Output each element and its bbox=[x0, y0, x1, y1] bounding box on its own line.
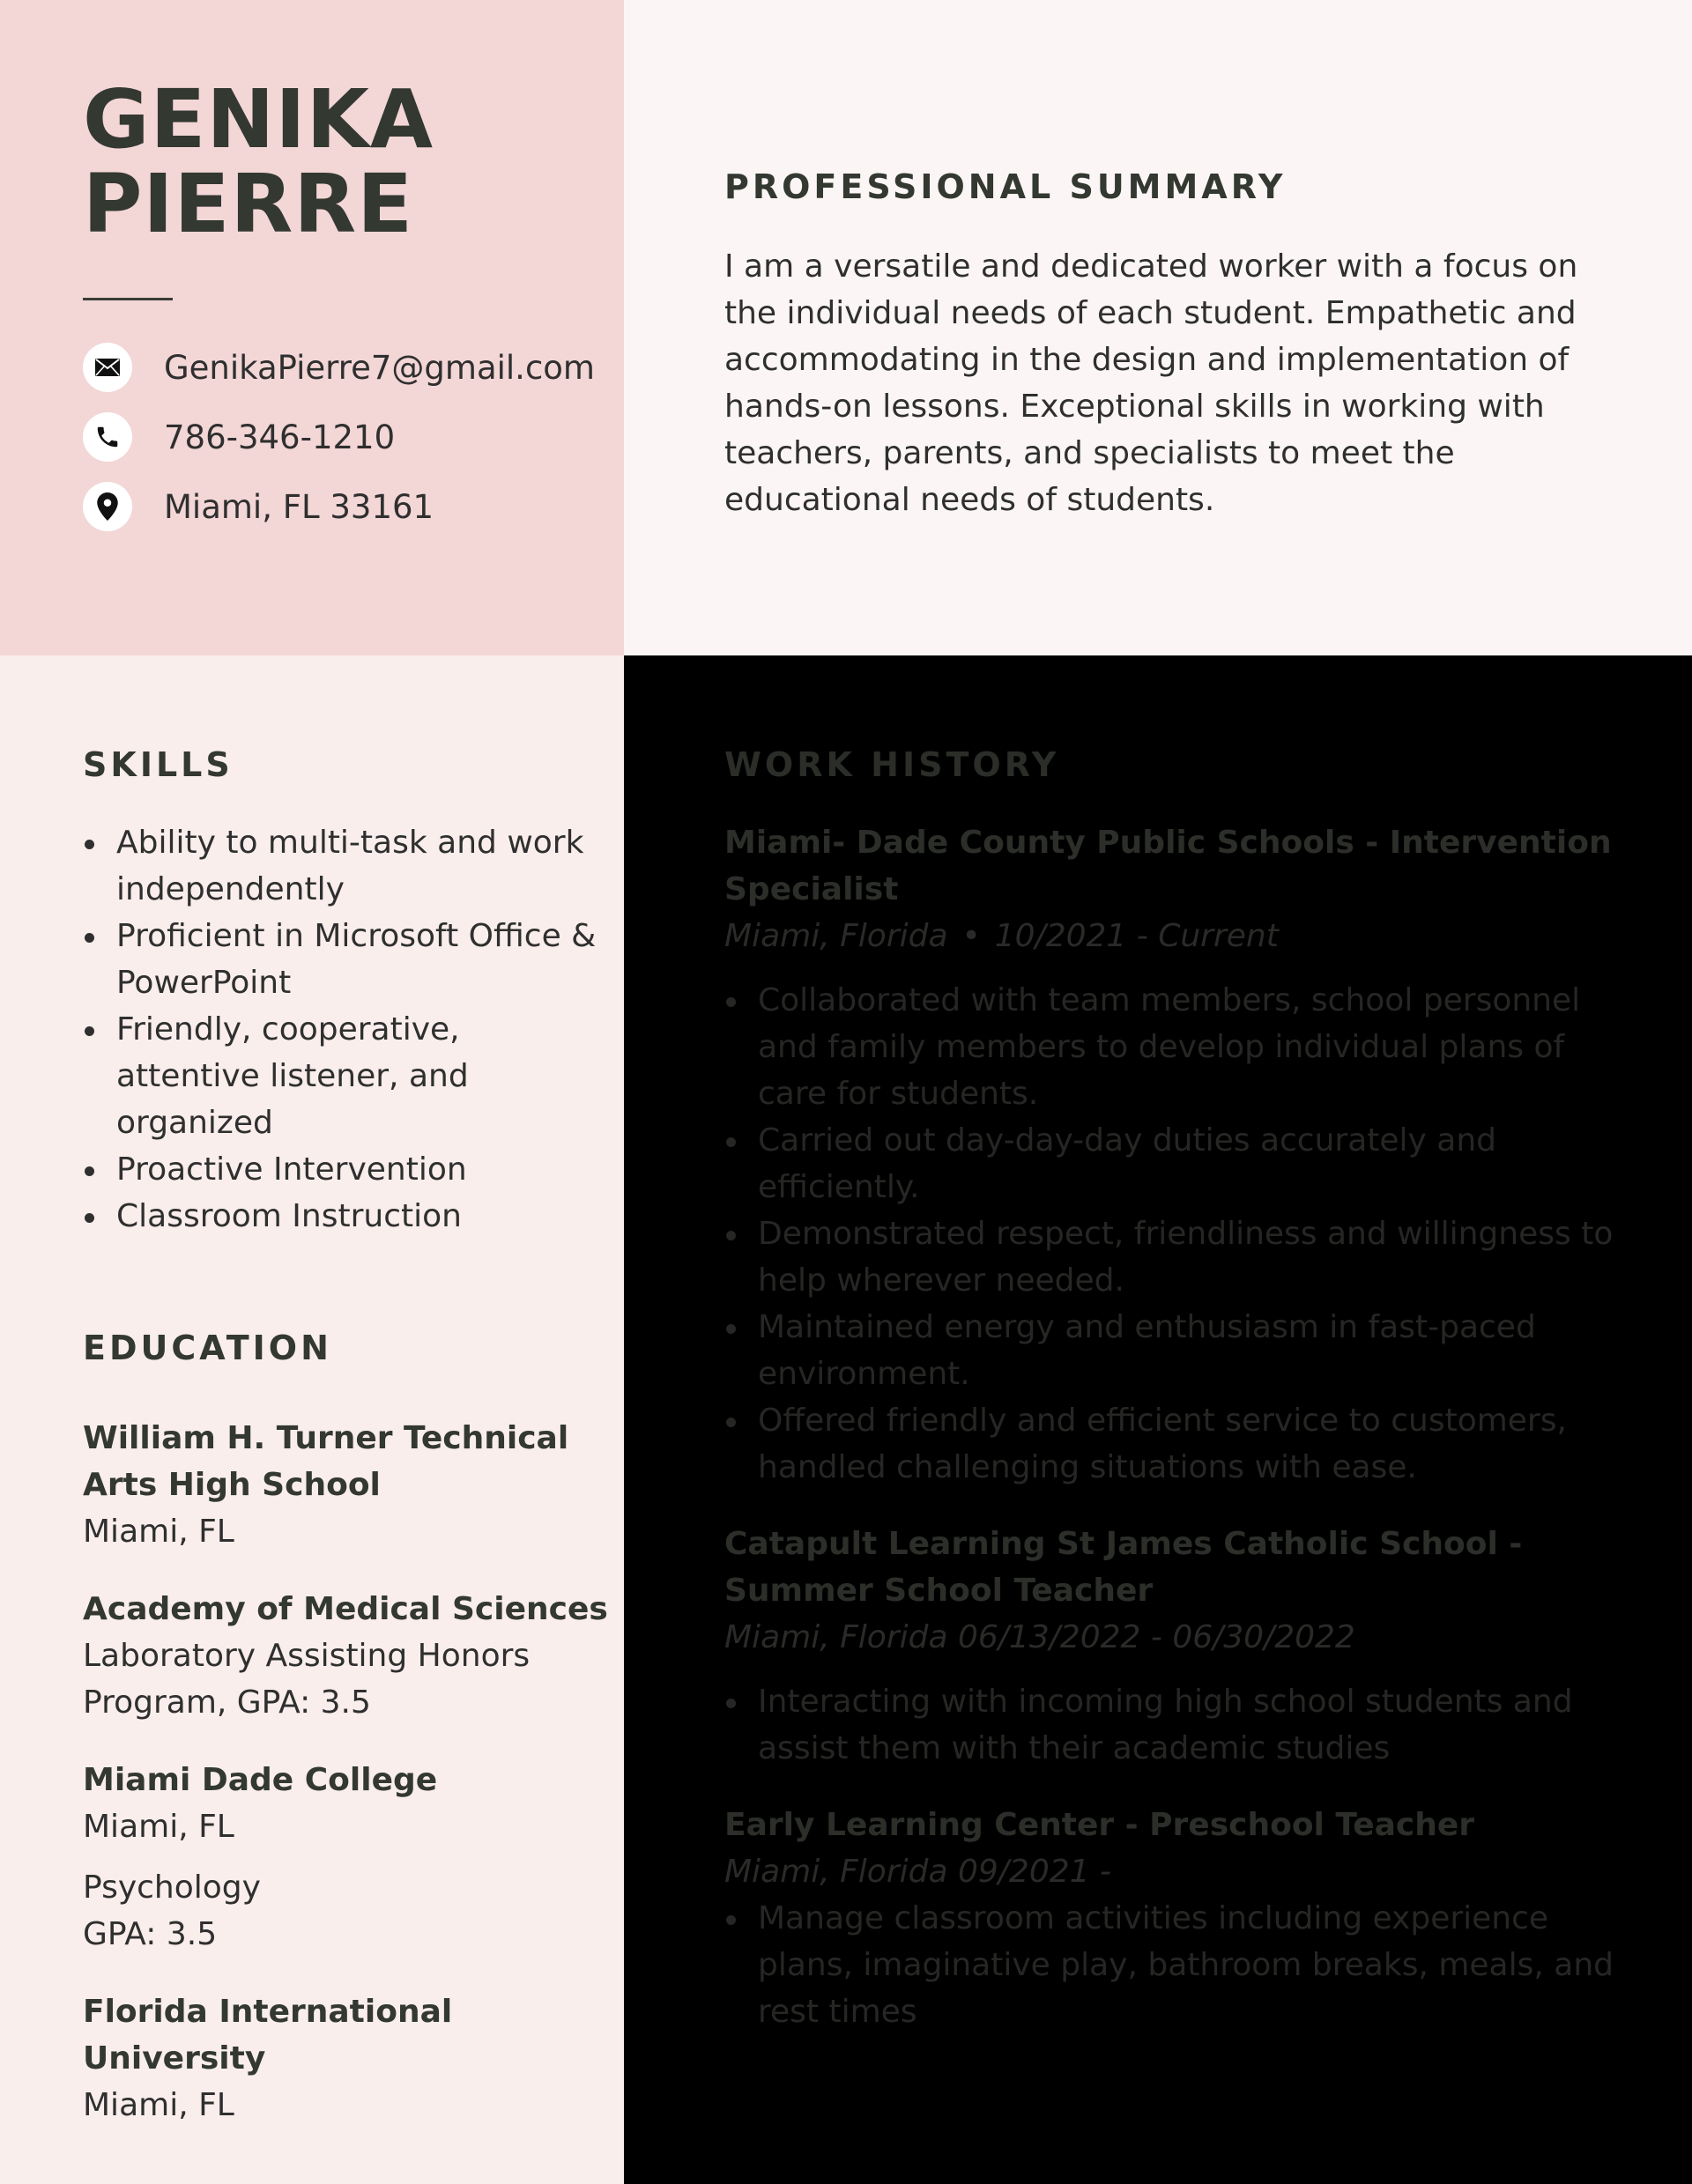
education-entry bbox=[83, 1415, 612, 1555]
school-detail: Psychology bbox=[83, 1869, 261, 1906]
phone-text[interactable]: 786-346-1210 bbox=[164, 418, 396, 456]
job-meta: Miami, Florida 09/2021 - bbox=[724, 1854, 1111, 1890]
contact-email bbox=[83, 342, 612, 393]
job-dates: 10/2021 - Current bbox=[994, 918, 1279, 954]
job-duties bbox=[724, 1678, 1614, 1772]
work-history-heading: WORK HISTORY bbox=[724, 745, 1060, 784]
contact-location bbox=[83, 481, 612, 532]
school-name: Miami Dade College bbox=[83, 1762, 438, 1798]
map-pin-icon bbox=[83, 482, 132, 531]
school-detail: Miami, FL bbox=[83, 1514, 234, 1550]
last-name: PIERRE bbox=[83, 157, 414, 251]
first-name: GENIKA bbox=[83, 72, 434, 167]
job-duty: Manage classroom activities including experience plans, imaginative play, bathroom breaks, meals, and rest times bbox=[724, 1895, 1614, 2035]
contact-phone bbox=[83, 411, 612, 463]
school-detail: GPA: 3.5 bbox=[83, 1916, 218, 1952]
phone-icon bbox=[83, 412, 132, 462]
name-divider bbox=[83, 298, 173, 300]
school-name: Academy of Medical Sciences bbox=[83, 1591, 608, 1627]
school-detail: Laboratory Assisting Honors Program, GPA: 3.5 bbox=[83, 1638, 531, 1721]
education-entry bbox=[83, 1988, 612, 2128]
school-name: Florida International University bbox=[83, 1994, 453, 2077]
job-duty: Carried out day-day-day duties accurately and efficiently. bbox=[724, 1117, 1614, 1210]
skill-item: Friendly, cooperative, attentive listener, and organized bbox=[83, 1006, 612, 1146]
job-title: Early Learning Center - Preschool Teacher bbox=[724, 1807, 1475, 1843]
education-entry bbox=[83, 1586, 612, 1726]
job-duties bbox=[724, 977, 1614, 1491]
job-entry bbox=[724, 1521, 1614, 1772]
skills-list bbox=[83, 819, 612, 1240]
job-title: Miami- Dade County Public Schools - Intervention Specialist bbox=[724, 825, 1612, 907]
job-duty: Demonstrated respect, friendliness and willingness to help wherever needed. bbox=[724, 1210, 1614, 1304]
school-name: William H. Turner Technical Arts High School bbox=[83, 1420, 569, 1503]
job-duty: Interacting with incoming high school students and assist them with their academic studies bbox=[724, 1678, 1614, 1772]
education-entry bbox=[83, 1757, 612, 1958]
summary-text: I am a versatile and dedicated worker with a focus on the individual needs of each student. Empathetic and accommodating in the design and implementation of hands-on lessons. Exceptional skills in working with teachers, parents, and specialists to meet the educational needs of students. bbox=[724, 248, 1578, 518]
education-list bbox=[83, 1415, 612, 2159]
skill-item: Proficient in Microsoft Office & PowerPoint bbox=[83, 913, 612, 1006]
job-duty: Maintained energy and enthusiasm in fast-paced environment. bbox=[724, 1304, 1614, 1397]
job-location: Miami, Florida bbox=[724, 918, 948, 954]
skills-heading: SKILLS bbox=[83, 745, 234, 784]
job-title: Catapult Learning St James Catholic School - Summer School Teacher bbox=[724, 1526, 1523, 1609]
skill-item: Proactive Intervention bbox=[83, 1146, 612, 1193]
candidate-name bbox=[83, 72, 434, 251]
envelope-icon bbox=[83, 343, 132, 392]
email-text[interactable]: GenikaPierre7@gmail.com bbox=[164, 348, 595, 387]
job-entry bbox=[724, 1802, 1614, 2035]
work-history-list bbox=[724, 819, 1614, 2065]
job-meta bbox=[724, 913, 1614, 959]
contact-list bbox=[83, 342, 612, 551]
job-meta: Miami, Florida 06/13/2022 - 06/30/2022 bbox=[724, 1619, 1355, 1655]
job-duties bbox=[724, 1895, 1614, 2035]
school-detail: Miami, FL bbox=[83, 1809, 234, 1845]
location-text: Miami, FL 33161 bbox=[164, 487, 434, 526]
job-duty: Collaborated with team members, school personnel and family members to develop individual plans of care for students. bbox=[724, 977, 1614, 1117]
skill-item: Ability to multi-task and work independently bbox=[83, 819, 612, 913]
school-detail: Miami, FL bbox=[83, 2087, 234, 2123]
summary-heading: PROFESSIONAL SUMMARY bbox=[724, 167, 1287, 206]
separator-dot: • bbox=[961, 918, 981, 954]
job-entry bbox=[724, 819, 1614, 1491]
education-heading: EDUCATION bbox=[83, 1329, 332, 1367]
job-duty: Offered friendly and efficient service to customers, handled challenging situations with ease. bbox=[724, 1397, 1614, 1491]
skill-item: Classroom Instruction bbox=[83, 1193, 612, 1240]
